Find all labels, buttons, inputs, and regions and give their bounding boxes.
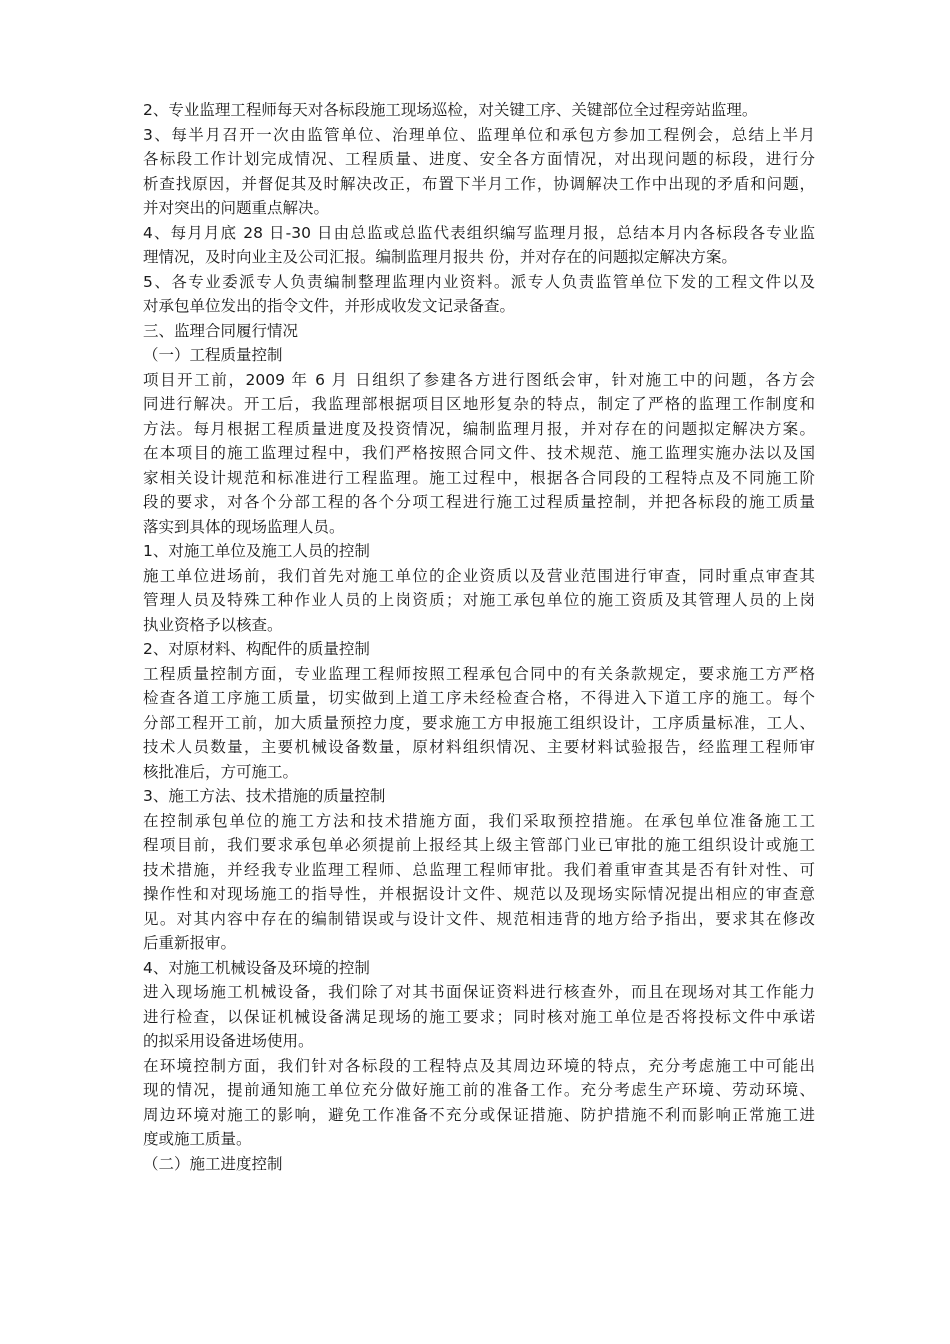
text-line: 周边环境对施工的影响，避免工作准备不充分或保证措施、防护措施不利而影响正常施工进 <box>143 1105 815 1124</box>
text-line: 并对突出的问题重点解决。 <box>143 199 330 217</box>
text-line: 工程质量控制方面，专业监理工程师按照工程承包合同中的有关条款规定，要求施工方严格 <box>143 664 815 683</box>
text-line: 析查找原因，并督促其及时解决改正，布置下半月工作，协调解决工作中出现的矛盾和问题， <box>143 174 815 193</box>
text-line: 程项目前，我们要求承包单必须提前上报经其上级主管部门业已审批的施工组织设计或施工 <box>143 836 815 854</box>
text-line: 4、每月月底 28 日-30 日由总监或总监代表组织编写监理月报，总结本月内各标段各专业监 <box>143 223 815 242</box>
text-line: 检查各道工序施工质量，切实做到上道工序未经检查合格，不得进入下道工序的施工。每个 <box>143 689 815 707</box>
text-line: 项目开工前，2009 年 6 月 日组织了参建各方进行图纸会审，针对施工中的问题，各方会 <box>143 370 815 389</box>
text-line: 技术措施，并经我专业监理工程师、总监理工程师审批。我们着重审查其是否有针对性、可 <box>143 860 815 879</box>
text-line: 方法。每月根据工程质量进度及投资情况，编制监理月报，并对存在的问题拟定解决方案。 <box>143 419 815 438</box>
text-line: 家相关设计规范和标准进行工程监理。施工过程中，根据各合同段的工程特点及不同施工阶 <box>143 468 815 487</box>
item-heading: 3、施工方法、技术措施的质量控制 <box>143 787 386 805</box>
text-line: 在环境控制方面，我们针对各标段的工程特点及其周边环境的特点，充分考虑施工中可能出 <box>143 1056 815 1075</box>
text-line: 段的要求，对各个分部工程的各个分项工程进行施工过程质量控制，并把各标段的施工质量 <box>143 493 815 511</box>
text-line: 操作性和对现场施工的指导性，并根据设计文件、规范以及现场实际情况提出相应的审查意 <box>143 885 815 903</box>
text-line: 同进行解决。开工后，我监理部根据项目区地形复杂的特点，制定了严格的监理工作制度和 <box>143 395 815 413</box>
text-line: 核批准后，方可施工。 <box>143 762 299 781</box>
text-line: 的拟采用设备进场使用。 <box>143 1032 314 1050</box>
text-line: 2、专业监理工程师每天对各标段施工现场巡检，对关键工序、关键部位全过程旁站监理。 <box>143 101 758 119</box>
text-line: 3、每半月召开一次由监管单位、治理单位、监理单位和承包方参加工程例会，总结上半月 <box>143 125 815 144</box>
document-body <box>143 98 815 1176</box>
text-line: 在本项目的施工监理过程中，我们严格按照合同文件、技术规范、施工监理实施办法以及国 <box>143 444 815 462</box>
text-line: 施工单位进场前，我们首先对施工单位的企业资质以及营业范围进行审查，同时重点审查其 <box>143 566 815 585</box>
text-line: 落实到具体的现场监理人员。 <box>143 517 345 536</box>
text-line: 技术人员数量，主要机械设备数量，原材料组织情况、主要材料试验报告，经监理工程师审 <box>143 738 815 756</box>
subsection-heading: （一）工程质量控制 <box>143 346 283 364</box>
text-line: 度或施工质量。 <box>143 1130 252 1148</box>
text-line: 理情况，及时向业主及公司汇报。编制监理月报共 份，并对存在的问题拟定解决方案。 <box>143 248 737 266</box>
text-line: 管理人员及特殊工种作业人员的上岗资质；对施工承包单位的施工资质及其管理人员的上岗 <box>143 591 815 609</box>
item-heading: 1、对施工单位及施工人员的控制 <box>143 542 370 560</box>
item-heading: 2、对原材料、构配件的质量控制 <box>143 640 370 658</box>
text-line: 执业资格予以核查。 <box>143 615 283 634</box>
text-line: 各标段工作计划完成情况、工程质量、进度、安全各方面情况，对出现问题的标段，进行分 <box>143 150 815 168</box>
text-line: 见。对其内容中存在的编制错误或与设计文件、规范相违背的地方给予指出，要求其在修改 <box>143 909 815 928</box>
text-line: 现的情况，提前通知施工单位充分做好施工前的准备工作。充分考虑生产环境、劳动环境、 <box>143 1081 815 1099</box>
text-line: 进入现场施工机械设备，我们除了对其书面保证资料进行核查外，而且在现场对其工作能力 <box>143 983 815 1001</box>
text-line: 对承包单位发出的指令文件，并形成收发文记录备查。 <box>143 297 516 315</box>
text-line: 5、各专业委派专人负责编制整理监理内业资料。派专人负责监管单位下发的工程文件以及 <box>143 272 815 291</box>
item-heading: 4、对施工机械设备及环境的控制 <box>143 958 370 977</box>
text-line: 在控制承包单位的施工方法和技术措施方面，我们采取预控措施。在承包单位准备施工工 <box>143 811 815 830</box>
section-heading: 三、监理合同履行情况 <box>143 321 299 340</box>
text-line: 进行检查，以保证机械设备满足现场的施工要求；同时核对施工单位是否将投标文件中承诺 <box>143 1007 815 1026</box>
text-line: 后重新报审。 <box>143 934 237 952</box>
text-line: 分部工程开工前，加大质量预控力度，要求施工方申报施工组织设计，工序质量标准，工人、 <box>143 713 815 732</box>
subsection-heading: （二）施工进度控制 <box>143 1154 283 1173</box>
